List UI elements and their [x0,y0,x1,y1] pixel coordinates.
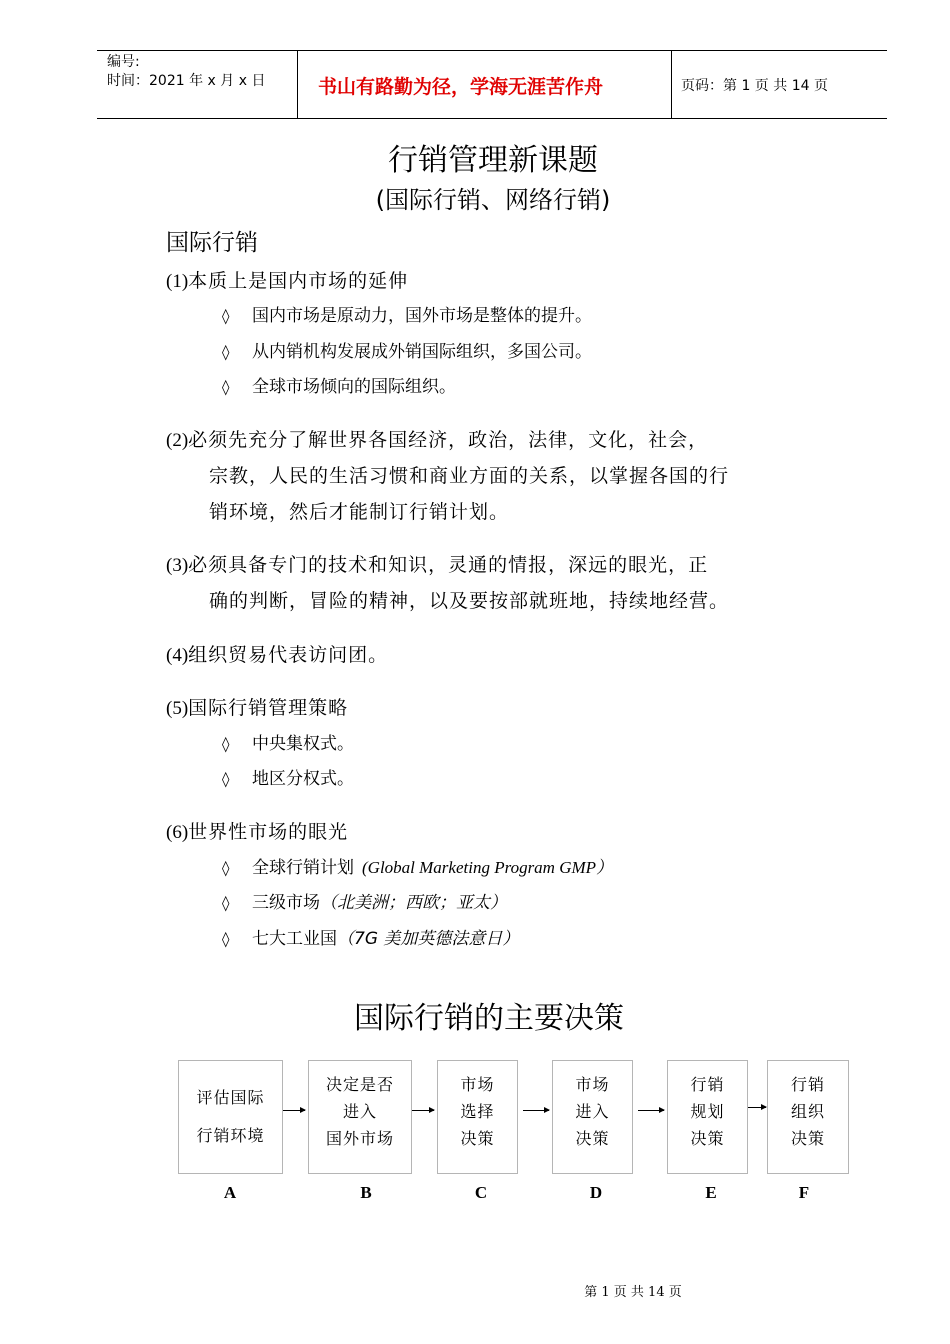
item-4-line-1: 组织贸易代表访问团。 [188,644,389,666]
flow-box-a [178,1060,283,1174]
header-divider-left [297,51,298,118]
item-5-line-1: 国际行销管理策略 [188,697,349,719]
bullet-text: 七大工业国 [252,929,337,949]
item-5-bullet-2 [222,767,354,791]
item-3-line-1: 必须具备专门的技术和知识，灵通的情报，深远的眼光，正 [188,554,709,576]
bullet-text: 国内市场是原动力，国外市场是整体的提升。 [252,306,592,326]
flow-arrow-d-e [638,1110,664,1111]
bullet-note: （北美洲；西欧；亚太） [320,893,507,913]
item-4-number: (4) [166,645,189,666]
header-bottom-rule [97,118,887,119]
item-1-bullet-3 [222,375,456,399]
flow-box-e-line-1: 行销 [690,1075,725,1094]
flow-label-e: E [705,1183,717,1202]
flow-box-e-line-2: 规划 [690,1102,725,1121]
item-2-line-3: 销环境，然后才能制订行销计划。 [209,501,510,523]
bullet-text: 全球市场倾向的国际组织。 [252,377,456,397]
flow-label-c: C [474,1183,488,1202]
flow-arrow-a-b [283,1110,305,1111]
flow-box-c [437,1060,518,1174]
flow-box-c-line-1: 市场 [460,1075,495,1094]
diamond-bullet-icon: ◊ [222,343,230,361]
item-1-number: (1) [166,271,189,292]
item-6-bullet-1 [222,856,613,880]
bullet-text: 中央集权式。 [252,734,354,754]
decisions-title: 国际行销的主要决策 [354,1001,624,1036]
page-footer: 第 1 页 共 14 页 [584,1285,682,1300]
flow-box-a-line-1: 评估国际 [196,1088,265,1107]
item-1-line-1: 本质上是国内市场的延伸 [188,270,409,292]
flow-box-f [767,1060,849,1174]
flow-arrow-b-c [412,1110,434,1111]
diamond-bullet-icon: ◊ [222,307,230,325]
item-4 [166,637,388,674]
flow-arrow-c-d [523,1110,549,1111]
section-heading: 国际行销 [166,230,258,256]
flow-box-d-line-2: 进入 [575,1102,610,1121]
bullet-text: 全球行销计划 [252,858,354,878]
bullet-text: 从内销机构发展成外销国际组织，多国公司。 [252,342,592,362]
page-title: 行销管理新课题 [388,143,598,178]
bullet-text: 地区分权式。 [252,769,354,789]
header-divider-right [671,51,672,118]
item-6-number: (6) [166,822,189,843]
flow-box-f-line-3: 决策 [790,1129,825,1148]
diamond-bullet-icon: ◊ [222,770,230,788]
flow-box-d [552,1060,633,1174]
item-3 [166,547,708,584]
diamond-bullet-icon: ◊ [222,894,230,912]
header-top-rule [97,50,887,51]
item-5 [166,690,348,727]
page-subtitle: (国际行销、网络行销) [375,186,611,214]
flow-box-f-line-2: 组织 [790,1102,825,1121]
flow-box-e [667,1060,748,1174]
flow-box-d-line-3: 决策 [575,1129,610,1148]
diamond-bullet-icon: ◊ [222,378,230,396]
header-page-label: 页码：第 1 页 共 14 页 [681,78,828,94]
flow-box-b-line-1: 决定是否 [325,1075,394,1094]
diamond-bullet-icon: ◊ [222,859,230,877]
flow-label-a: A [223,1183,237,1202]
flow-box-d-line-1: 市场 [575,1075,610,1094]
item-2-number: (2) [166,430,189,451]
bullet-note: （7G 美加英德法意日） [337,929,520,949]
header-motto: 书山有路勤为径，学海无涯苦作舟 [318,76,604,98]
item-5-bullet-1 [222,732,354,756]
item-2-line-2: 宗教，人民的生活习惯和商业方面的关系，以掌握各国的行 [209,465,730,487]
flow-box-b-line-2: 进入 [342,1102,377,1121]
flow-label-f: F [798,1183,810,1202]
item-6-bullet-2 [222,891,507,915]
diamond-bullet-icon: ◊ [222,930,230,948]
flow-label-b: B [360,1183,372,1202]
flow-box-b [308,1060,412,1174]
diamond-bullet-icon: ◊ [222,735,230,753]
item-6-bullet-3 [222,927,519,951]
item-2-line-1: 必须先充分了解世界各国经济，政治，法律，文化，社会， [188,429,709,451]
bullet-text: 三级市场 [252,893,320,913]
flow-label-d: D [589,1183,603,1202]
flow-box-b-line-3: 国外市场 [325,1129,394,1148]
flow-box-e-line-3: 决策 [690,1129,725,1148]
item-3-number: (3) [166,555,189,576]
item-3-line-2: 确的判断，冒险的精神，以及要按部就班地，持续地经营。 [209,590,730,612]
item-2 [166,422,708,459]
item-5-number: (5) [166,698,189,719]
item-1-bullet-2 [222,340,592,364]
header-serial-label: 编号: [107,54,140,70]
item-6 [166,814,348,851]
header-time-label: 时间：2021 年 x 月 x 日 [107,73,266,89]
flow-box-a-line-2: 行销环境 [196,1126,265,1145]
bullet-note: (Global Marketing Program GMP） [362,858,614,877]
flow-box-c-line-3: 决策 [460,1129,495,1148]
flow-arrow-e-f [748,1107,766,1108]
item-6-line-1: 世界性市场的眼光 [188,821,349,843]
item-1 [166,263,408,300]
item-1-bullet-1 [222,304,592,328]
flow-box-f-line-1: 行销 [790,1075,825,1094]
flow-box-c-line-2: 选择 [460,1102,495,1121]
